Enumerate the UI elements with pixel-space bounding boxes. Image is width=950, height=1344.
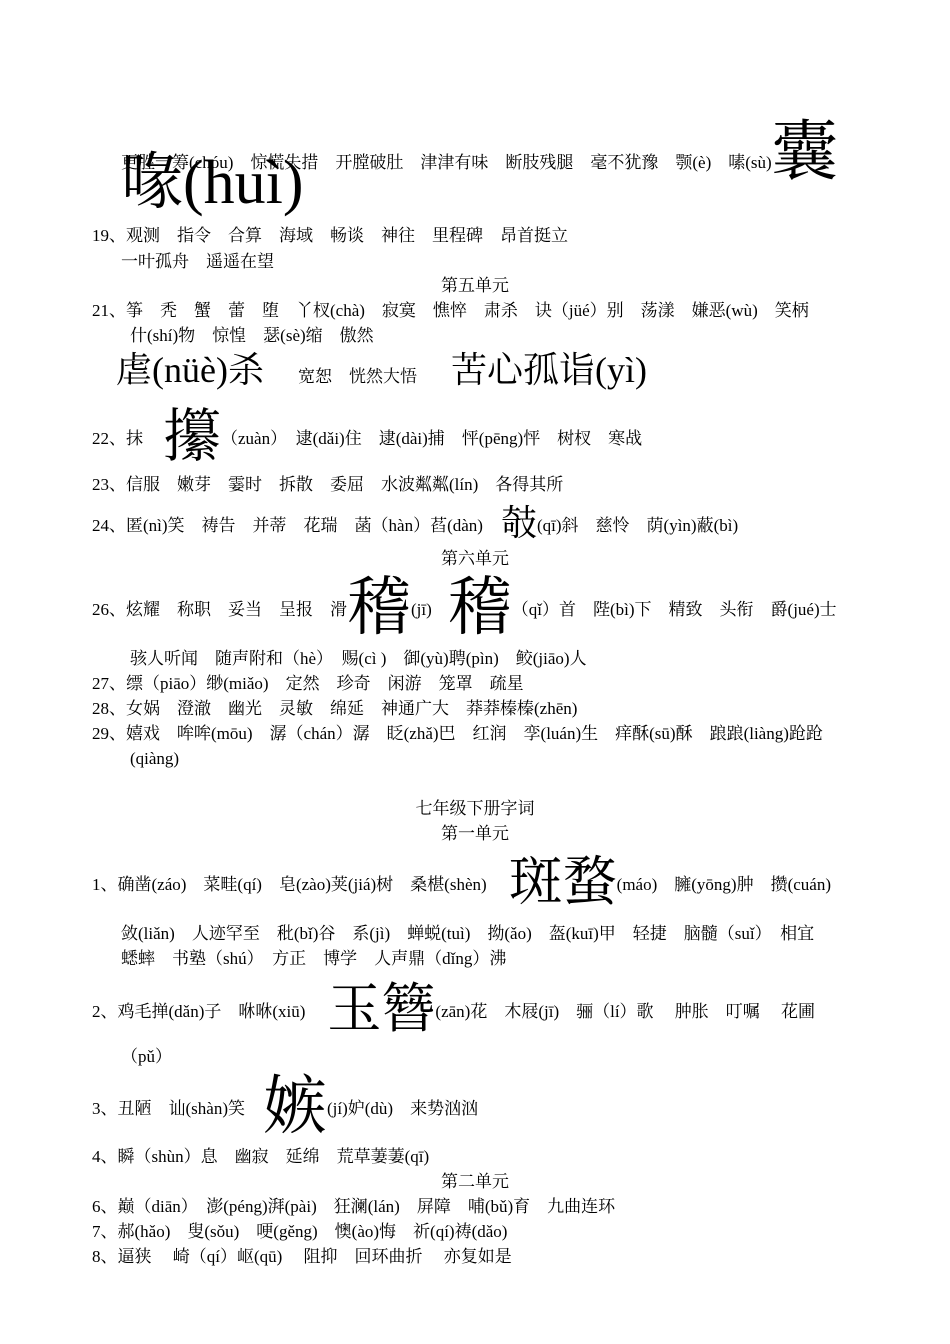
line-text: 22、抹 [92, 429, 143, 448]
large-character: 稽 [447, 572, 512, 643]
text-line: 8、逼狭 崎（qí）岖(qū) 阻抑 回环曲折 亦复如是 [92, 1247, 512, 1266]
large-word: 玉簪 [327, 979, 436, 1039]
section-title: 七年级下册字词 [415, 799, 535, 818]
text-line: 21、筝 秃 蟹 蕾 堕 丫杈(chà) 寂寞 憔悴 肃杀 诀（jüé）别 荡漾 嫌恶(wù) 笑柄 [92, 301, 809, 320]
line-text: (jī) [411, 600, 432, 619]
text-line: 29、嬉戏 哞哞(mōu) 潺（chán）潺 眨(zhǎ)巴 红润 孪(luán)生 痒酥(sū)酥 踉踉(liàng)跄跄 [92, 724, 823, 743]
text-line: 4、瞬（shùn）息 幽寂 延绵 荒草萋萋(qī) [92, 1147, 430, 1166]
text-line: 27、缥（piāo）缈(miǎo) 定然 珍奇 闲游 笼罩 疏星 [92, 674, 524, 693]
large-character: 囊 [771, 116, 838, 189]
line-text: 24、匿(nì)笑 祷告 并蒂 花瑞 菡（hàn）萏(dàn) [92, 516, 483, 535]
text-line: 6、巅（diān） 澎(péng)湃(pài) 狂澜(lán) 屏障 哺(bǔ)育 九曲连环 [92, 1197, 616, 1216]
line-text: （zuàn） 逮(dǎi)住 逮(dài)捕 怦(pēng)怦 树杈 寒战 [221, 429, 643, 448]
text-line: （pǔ） [121, 1047, 172, 1066]
text-line: 骇人听闻 随声附和（hè） 赐(cì ) 御(yù)聘(pìn) 鲛(jiāo)人 [130, 649, 587, 668]
text-line [116, 352, 950, 388]
text-line: 蟋蟀 书塾（shú） 方正 博学 人声鼎（dǐng）沸 [121, 949, 507, 968]
text-line: (qiàng) [130, 749, 180, 768]
section-heading: 第二单元 [441, 1172, 509, 1191]
line-text: 3、丑陋 讪(shàn)笑 [92, 1099, 245, 1118]
line-text: (zān)花 木屐(jī) 骊（lí）歌 肿胀 叮嘱 花圃 [435, 1002, 816, 1021]
text-line: 什(shí)物 惊惶 瑟(sè)缩 傲然 [130, 326, 374, 345]
line-text: 更胜一筹(chóu) 惊慌失措 开膛破肚 津津有味 断肢残腿 毫不犹豫 颚(è) 嗉(sù) [121, 153, 772, 172]
section-heading: 第五单元 [441, 276, 509, 295]
line-text: 26、炫耀 称职 妥当 呈报 滑 [92, 600, 347, 619]
text-line [92, 572, 950, 643]
line-text: （qǐ）首 陛(bì)下 精致 头衔 爵(jué)士 [511, 600, 837, 619]
section-heading: 第一单元 [441, 824, 509, 843]
line-text: 1、确凿(záo) 菜畦(qí) 皂(zào)荚(jiá)树 桑椹(shèn) [92, 875, 487, 894]
text-line: 23、信服 嫩芽 霎时 拆散 委屈 水波粼粼(lín) 各得其所 [92, 475, 564, 494]
text-line [92, 404, 950, 469]
large-word: 斑蝥 [508, 852, 617, 912]
text-line [92, 852, 950, 912]
section-heading: 第六单元 [441, 549, 509, 568]
text-line: 一叶孤舟 遥遥在望 [121, 252, 274, 271]
large-character: 攥 [163, 404, 222, 469]
line-text: (máo) 臃(yōng)肿 攒(cuán) [616, 875, 831, 894]
text-line [92, 505, 950, 541]
text-line [92, 979, 950, 1039]
text-line: 敛(liǎn) 人迹罕至 秕(bǐ)谷 系(jì) 蝉蜕(tuì) 拗(ǎo) 盔(kuī)甲 轻捷 脑髓（suǐ） 相宜 [121, 924, 815, 943]
text-line: 28、女娲 澄澈 幽光 灵敏 绵延 神通广大 莽莽榛榛(zhēn) [92, 699, 578, 718]
large-word: 虐(nüè)杀 [116, 350, 264, 390]
line-text: (jí)妒(dù) 来势汹汹 [326, 1099, 479, 1118]
text-line: 19、观测 指令 合算 海域 畅谈 神往 里程碑 昂首挺立 [92, 226, 568, 245]
large-character: 稽 [347, 572, 411, 643]
large-text-line: 喙(huì) [121, 149, 304, 217]
text-line [92, 1071, 950, 1142]
line-text: 2、鸡毛掸(dǎn)子 咻咻(xiū) [92, 1002, 306, 1021]
line-text: (qī)斜 慈怜 荫(yìn)蔽(bì) [536, 516, 739, 535]
large-character: 攲 [500, 503, 537, 543]
line-text: 宽恕 恍然大悟 [297, 367, 417, 386]
text-line: 7、郝(hǎo) 叟(sǒu) 哽(gěng) 懊(ào)悔 祈(qí)祷(dǎo) [92, 1222, 508, 1241]
large-character: 嫉 [262, 1071, 327, 1142]
large-word: 苦心孤诣(yì) [450, 350, 647, 390]
